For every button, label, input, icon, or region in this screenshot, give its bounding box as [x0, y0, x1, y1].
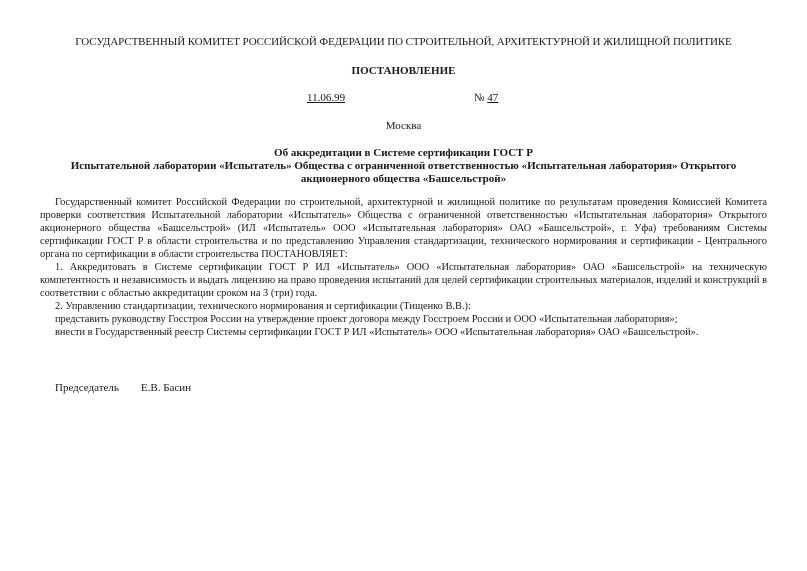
issuing-authority: ГОСУДАРСТВЕННЫЙ КОМИТЕТ РОССИЙСКОЙ ФЕДЕРАЦИИ ПО СТРОИТЕЛЬНОЙ, АРХИТЕКТУРНОЙ И ЖИЛИЩНОЙ ПОЛИТИКЕ [75, 36, 732, 48]
clause-2-paragraph: 2. Управлению стандартизации, технического нормирования и сертификации (Тищенко В.В.): [55, 301, 471, 312]
clause-2b-paragraph: внести в Государственный реестр Системы сертификации ГОСТ Р ИЛ «Испытатель» ООО «Испытательная лаборатория» ОАО «Башсельстрой». [55, 327, 699, 338]
document-city: Москва [385, 120, 422, 132]
document-number [474, 92, 498, 105]
signatory-name: Е.В. Басин [140, 382, 192, 394]
document-date: 11.06.99 [307, 92, 346, 104]
document-title [40, 147, 767, 186]
document-body [40, 196, 767, 339]
document-number-prefix: № [474, 92, 488, 104]
document-number-value: 47 [487, 92, 499, 104]
clause-1-paragraph: 1. Аккредитовать в Системе сертификации ГОСТ Р ИЛ «Испытатель» ООО «Испытательная лаборатория» ОАО «Башсельстрой» на техническую компетентность и независимость и выдать лицензию на право проведения испытаний для целей сертификации строительных материалов, изделий и конструкций в соответствии с областью аккредитации сроком на 3 (три) года. [40, 262, 767, 299]
document-type: ПОСТАНОВЛЕНИЕ [351, 65, 456, 77]
document-title-line-1: Об аккредитации в Системе сертификации ГОСТ Р [274, 147, 533, 159]
signatory-role: Председатель [55, 382, 119, 394]
document-title-line-2: Испытательной лаборатории «Испытатель» Общества с ограниченной ответственностью «Испытательная лаборатория» Открытого акционерного общества «Башсельстрой» [70, 160, 737, 185]
preamble-paragraph: Государственный комитет Российской Федерации по строительной, архитектурной и жилищной политике по результатам проведения Комиссией Комитета проверки соответствия Испытательной лаборатории «Испытатель» Общества с ограниченной ответственностью «Испытательная лаборатория» Открытого акционерного общества «Башсельстрой» (ИЛ «Испытатель» ООО «Испытательная лаборатория» ОАО «Башсельстрой», г. Уфа) требованиям Системы сертификации ГОСТ Р в области строительства и по представлению Управления стандартизации, технического нормирования и сертификации - Центрального органа по сертификации в области строительства ПОСТАНОВЛЯЕТ: [40, 197, 767, 260]
clause-2a-paragraph: представить руководству Госстроя России на утверждение проект договора между Госстроем России и ООО «Испытательная лаборатория»; [55, 314, 678, 325]
signature-block [55, 382, 191, 395]
